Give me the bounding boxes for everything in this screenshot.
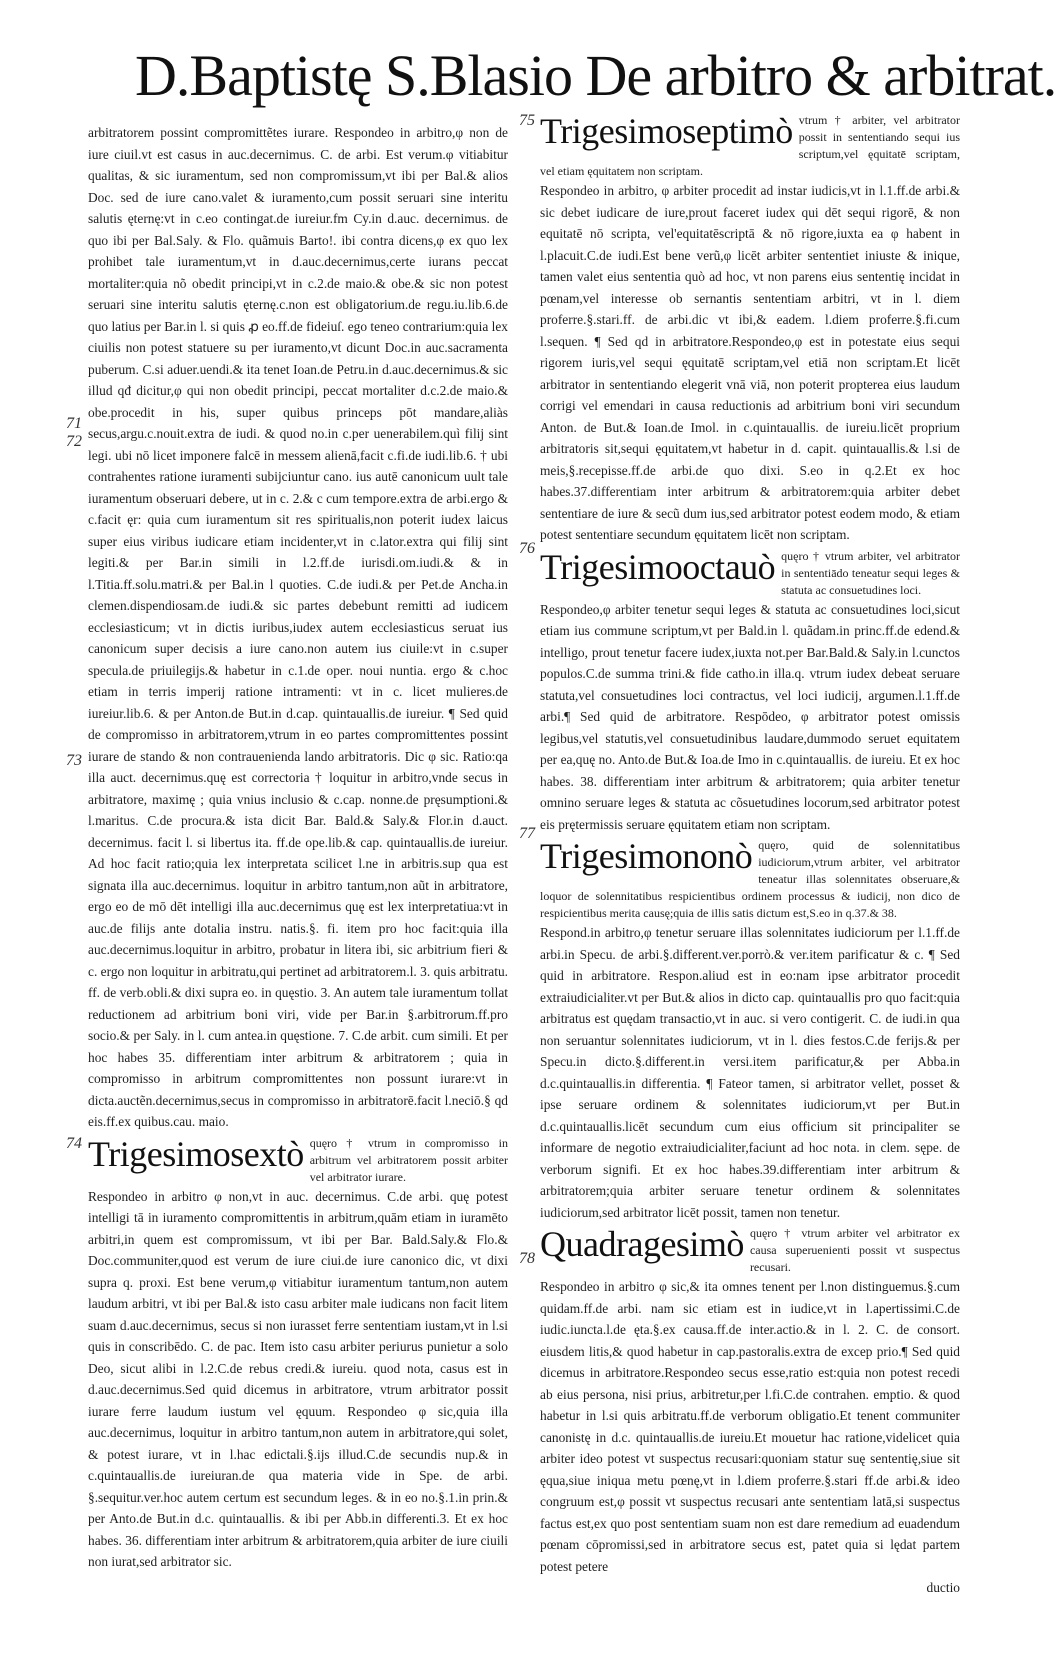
margin-number: 73: [66, 752, 82, 769]
section-question: quęro † vtrum arbiter vel arbitrator ex causa superuenienti possit vt suspectus recusari.: [749, 1226, 960, 1274]
section-question: quęro † vtrum in compromisso in arbitrum vel arbitratorem possit arbiter vel arbitrator iurare.: [309, 1135, 508, 1184]
section-76: [540, 548, 960, 599]
section-title: Quadragesimò: [540, 1224, 744, 1264]
margin-number: 77: [519, 825, 535, 842]
section-title: Trigesimosextò: [88, 1133, 304, 1174]
section-title: Trigesimoseptimò: [540, 111, 793, 151]
paragraph: Respond.in arbitro,φ tenetur seruare illas solennitates iudiciorum per l.1.ff.de arbi.in Specu. de arbi.§.different.ver.porrò.& ver.item parificatur & c. ¶ Sed quid in arbitratore. Respon.aliud est in eo:nam ipse arbitrator procedit extraiudicialiter.vt per But.& alios in dicto cap. quintauallis pro quo facit:quia arbitratus est quędam transactio,vt in auc. si vero contigerit. C. de iudi.in qua non seruantur solennitates iudiciorum, vt in l. dies festos.C.de ferijs.& per Specu.in dicto.§.different.in versi.item parificatur,& per Abba.in d.c.quintauallis.in differentia. ¶ Fateor tamen, si arbitrator vellet, posset & ipse seruare ordinem & solennitates iudiciorum,vt per But.in d.c.quintauallis.licēt secundum cum eius officium sit principaliter se informare de negotio extraiudicialiter,faciunt ad hoc nota. in clem. sępe. de verborum signifi. Et ex hoc habes.39.differentiam inter arbitrum & arbitratorem;quia arbiter seruare tenetur ordinem & solennitates iudiciorum,sed arbitrator licēt possit, tamen non tenetur.: [540, 925, 960, 1220]
margin-number: 72: [66, 433, 82, 450]
catchword: ductio: [926, 1580, 960, 1595]
margin-number: 75: [519, 112, 535, 129]
section-title: Trigesimononò: [540, 836, 753, 876]
margin-number: 74: [66, 1135, 82, 1152]
section-question: quęro † vtrum arbiter, vel arbitrator in sententiādo teneatur sequi leges & statuta ac consuetudines loci.: [781, 548, 960, 597]
margin-number: 78: [519, 1250, 535, 1267]
paragraph: Respondeo in arbitro φ sic,& ita omnes tenent per l.non distinguemus.§.cum quidam.ff.de arbi. nam sic etiam est in iudice,vt in l.apertissimi.C.de iudic.iuncta.l.de ęta.§.ex causa.ff.de inter.actio.& in l. 2. C. de consort. eiusdem litis,& quod habetur in cap.pastoralis.extra de excep prio.¶ Sed quid dicemus in arbitratore.Respondeo secus esse,ratio est:quia non potest recedi ab eius persona, nisi prius, arbitretur,per l.fi.C.de contrahen. emptio. & quod habetur in l.si quis arbitratu.ff.de verborum obligatio.Et tenent communiter canonistę in d.c. quintauallis.de iureiu.Et mouetur hac ratione,videlicet quia arbiter ideo potest vt suspectus recusari:quoniam statur suę sententię,siue sit ęqua,siue iniqua metu pœnę,vt in l.diem proferre.§.stari ff.de arbi.& ideo congruum est,φ possit vt suspectus recusari ante sententiam latā,si suspectus factus est,ex quo post sententiam suam non est dare remedium ad euadendum pœnam cōpromissi,sed in arbitratore secus est, patet quia si lędat partem potest petere: [540, 1279, 960, 1574]
left-column: [88, 122, 508, 1652]
section-75: [540, 112, 960, 180]
section-77: [540, 837, 960, 922]
section-question: quęro, quid de solennitatibus iudiciorum,vtrum arbiter, vel arbitrator teneatur illas solennitates obseruare,& loquor de solennitatibus respicientibus ordinem processus & iudicij, non dico de respicientibus merita causę;quia de illis satis dictum est,S.eo in q.37.& 38.: [540, 838, 960, 920]
section-78: [540, 1225, 960, 1276]
margin-number: 76: [519, 540, 535, 557]
section-question: vtrum † arbiter, vel arbitrator possit in sententiando sequi ius scriptum,vel ęquitatē scriptam, vel etiam ęquitatem non scriptam.: [540, 113, 960, 178]
running-head: D.Baptistę S.Blasio De arbitro & arbitrat.: [135, 43, 1056, 108]
paragraph: Respondeo in arbitro, φ arbiter procedit ad instar iudicis,vt in l.1.ff.de arbi.& sic debet iudicare de iure,prout faceret iudex qui dēt sequi rigorē, & non equitatē nō scripta, vel'equitatēscriptā & nō rigore,iuxta ea φ habent in l.placuit.C.de iudi.Est bene verũ,φ licēt arbiter sententiet iniuste & inique, tamen valet eius sententia quò ad hoc, vt non parens eius sententię incidat in pœnam,vel interesse ob sernantis sententiam arbitri, vt in l. diem proferre.§.stari.ff. de arbi.dic vt ibi,& eadem. l.diem proferre.§.fi.cum l.sequen. ¶ Sed qd in arbitratore.Respondeo,φ est in potestate eius sequi rigorem iuris,vel sequi ęquitatē scriptam,vel etiā non scriptam.Et licēt arbitrator in sententiando elegerit vnā viā, non poterit propterea eius laudum corrigi vel emendari in causa reductionis ad arbitrium boni viri secundum Anton. de But.& Ioan.de Imol. in c.quintauallis. de iureiu.licēt proprium arbitratoris sit,sequi ęquitatem,vt habetur in d. capit. quintauallis.& l.si de meis,§.recepisse.ff.de arbi.de quo dixi. S.eo in q.2.Et ex hoc habes.37.differentiam inter arbitrum & arbitratorem:quia arbiter debet sententiare de iure & secũ dum ius,sed arbitrator potest eodem modo, & etiam potest sententiare secundum ęquitatem licēt non scriptam.: [540, 183, 960, 542]
section-title: Trigesimooctauò: [540, 546, 776, 587]
paragraph: arbitratorem possint compromittẽtes iurare. Respondeo in arbitro,φ non de iure ciuil.vt est casus in auc.decernimus. C. de arbi. Est verum.φ vitiabitur qualitas, & sic iuramentum, sed non compromissum,vt ibi per Bal.& alios Doc. sed de iure cano.valet & iuramento,cum possit seruari sine interitu salutis ęternę:vt in c.eo contingat.de iureiur.fm Cy.in d.auc. decernimus. de quo ibi per Bal.Saly. & Flo. quãmuis Barto!. ibi contra dicens,φ ex quo lex prohibet tale iuramentum,vt in d.auc.decernimus,certe iurans peccat mortaliter:quia nõ obedit principi,vt in c.2.de maio.& obe.& sic non potest seruari sine interitu salutis ęternę.c.non est obligatorium.de regu.iu.lib.6.de quo latius per Bar.in l. si quis ꝓ eo.ff.de fideiuſ. ego teneo contrarium:quia lex ciuilis non potest statuere su per iuramento,vt dicunt Doc.in auc.sacramenta puberum. C.si aduer.uendi.& ita tenet Ioan.de Petru.in d.auc.decernimus.& sic illud qđ dicitur,φ qui non obedit principi, peccat mortaliter d.c.2.de maio.& obe.procedit in his, super quibus princeps pōt mandare,aliàs secus,argu.c.nouit.extra de iudi. & quod no.in c.per uenerabilem.quì filij sint legi. ubi nō licet imponere falcē in messem alienā,facit c.fi.de iudi.lib.6. † ubi contrahentes ratione iuramenti subijciuntur cano. ius autē canonicum uult tale iuramentum obseruari debere, ut in c. 2.& c cum tempore.extra de arbi.ergo & c.facit ęr: quia cum iuramentum sit res spiritualis,non poterit iudex laicus super eius viribus iudicare etiam incidenter,vt in c.lator.extra qui filij sint legiti.& per Bar.in simili in l.2.ff.de iurisdi.om.iudi.& & in l.Titia.ff.solu.matri.& per Bal.in l quoties. C.de iudi.& per Pet.de Ancha.in clemen.dispendiosam.de iudi.& sic partes debebunt remitti ad iudicem ecclesiasticum; vt in dictis iuribus,iudex autem ecclesiasticus seruat ius canonicum super decisis a iure cano.non autem ius ciuile:vt in c.super specula.de priuilegijs.& habetur in c.1.de oper. noui nuntia. ergo & c.hoc etiam in terris imperij ratione intramenti: vt in c. licet mulieres.de iureiur.lib.6. & per Anton.de But.in d.cap. quintauallis.de iureiur. ¶ Sed quid de compromisso in arbitratorem,vtrum in eo partes compromittentes possint iurare de stando & non contrauenienda lando arbitratoris. Dic φ sic. Ratio:qa illa auct. decernimus.quę est correctoria † loquitur in arbitro,vnde secus in arbitratore, maximę ; quia vnius inclusio & c.cap. nonne.de pręsumptioni.& l.maritus. C.de procura.& ista dicit Bar. Bald.& Saly.& Flor.in d.auct. decernimus. facit l. si libertus ita. ff.de ope.lib.& cap. quintauallis.de iureiur. Ad hoc facit ratio;quia lex interpretata scilicet l.ne in arbitris.sup qua est signata illa auc.decernimus. loquitur in arbitro tantum,non aũt in arbitratore, ergo eo de mō dēt intelligi illa auc.decernimus quę est lex interpretatiua:vt in auc.de filijs ante dotalia instru. natis.§. fi. item pro hoc facit:quia illa auc.decernimus.loquitur in arbitro, probatur in litera ibi, sic arbitrium fieri & c. ergo non loquitur in arbitratu,qui pertinet ad arbitratorem.l. 3. quis arbitratu. ff. de verb.obli.& dixi supra eo. in quęstio. 3. An autem tale iuramentum tollat reductionem ad arbitrium boni viri, vide per Bar.in §.arbitrorum.ff.pro socio.& per Saly. in l. cum antea.in quęstione. 7. C.de arbit. cum simili. Et per hoc habes 35. differentiam inter arbitrum & arbitratorem ; quia in compromisso in arbitrum compromittentes non possunt iurare:vt in dicta.auctẽn.decernimus,secus in compromisso in arbitratorē.facit l.neciō.§ qd eis.ff.ex quibus.cau. maio.: [88, 125, 508, 1129]
margin-number: 71: [66, 415, 82, 432]
paragraph: Respondeo in arbitro φ non,vt in auc. decernimus. C.de arbi. quę potest intelligi tā in iuramento compromittentis in arbitrum,quām etiam in iuramēto arbitri,in quem est compromissum, vt ibi per Bar. Bald.Saly.& Flo.& Doc.communiter,quod est verum de iure ciui.de iure canonico dic, vt dixi supra q. proxi. Est bene verum,φ vitiabitur iuramentum tantum,non autem laudum arbitri, vt ibi per Bal.& isto casu arbiter male iudicans non facit litem suam d.auc.decernimus, secus si non iurasset ferre sententiam iustam,vt in l.si quis in conscribēdo. C. de pac. Item isto casu arbiter periurus punietur a solo Deo, sicut alibi in l.2.C.de rebus credi.& iureiu. quod nota, casus est in d.auc.decernimus.Sed quid dicemus in arbitratore, vtrum arbitrator possit iurare ferre laudum iustum vel ęquum. Respondeo φ sic,quia illa auc.decernimus, loquitur in arbitro tantum,non autem in arbitratore,qui solet, & potest iurare, vt in l.hac edictali.§.ijs illud.C.de secundis nup.& in c.quintauallis.de iureiuran.de qua materia vide in Spe. de arbi. §.sequitur.ver.hoc autem certum est secundum leges. & in eo no.§.1.in prin.& per Anto.de But.in d.c. quintauallis. & ibi per Abb.in differenti.3. Et ex hoc habes. 36. differentiam inter arbitrum & arbitratorem,quia arbiter de iure ciuili non iurat,sed arbitrator sic.: [88, 1188, 508, 1569]
section-74: [88, 1135, 508, 1186]
paragraph: Respondeo,φ arbiter tenetur sequi leges & statuta ac consuetudines loci,sicut etiam ius commune scriptum,vt per Bald.in l. quãdam.in princ.ff.de edend.& intelligo, prout tenetur facere iudex,iuxta not.per Bar.Bald.& Saly.in l.cunctos populos.C.de summa trini.& fide catho.in illa.q. vtrum iudex debeat seruare statuta,vel consuetudines loci contractus, vel loci iudicij, argumen.l.1.ff.de arbi.¶ Sed quid de arbitratore. Respōdeo, φ arbitrator potest omissis legibus,vel statutis,vel consuetudinibus laudare,dummodo seruet equitatem per ea,quę no. Anto.de But.& Ioa.de Imo in c.quintauallis. de iureiu. Et ex hoc habes. 38. differentiam inter arbitrum & arbitratorem; quia arbiter tenetur omnino seruare leges & statuta ac cõsuetudines locorum,sed arbitrator potest eis prętermissis seruare ęquitatem etiam non scriptam.: [540, 601, 960, 832]
right-column: [540, 110, 960, 1640]
